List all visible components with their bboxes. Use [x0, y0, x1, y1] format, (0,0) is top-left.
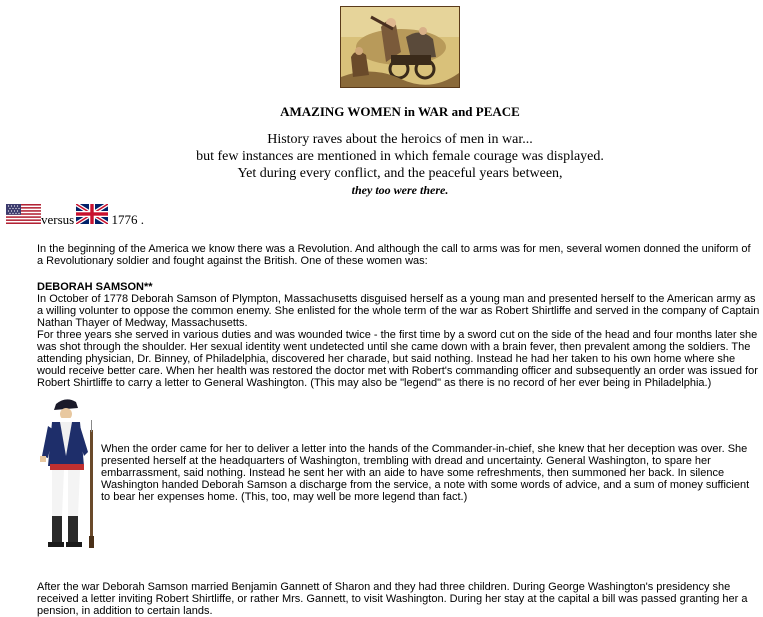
intro-line-1: History raves about the heroics of men in war...: [267, 132, 533, 147]
after-war-paragraph: After the war Deborah Samson married Benjamin Gannett of Sharon and they had three children. During George Washington's presidency she received a letter inviting Robert Shirtliffe, or rather Mrs. Gannett, to visit Washington. During her stay at the capital a bill was passed granting her a pension, in addition to certain lands.: [37, 581, 748, 617]
intro-paragraph: In the beginning of the America we know there was a Revolution. And although the call to arms was for men, several women donned the uniform of a Revolutionary soldier and fought against the British. One of these women was:: [37, 243, 751, 267]
continental-soldier-icon: [38, 396, 100, 554]
versus-text: versus: [41, 212, 75, 227]
year-text: 1776 .: [108, 212, 144, 227]
intro-line-2: but few instances are mentioned in which female courage was displayed.: [196, 149, 604, 164]
revolutionary-battle-painting-icon: [341, 7, 459, 87]
story-paragraph: [37, 293, 761, 389]
soldier-image: [38, 396, 100, 554]
heroine-name-heading: DEBORAH SAMSON**: [37, 281, 153, 293]
washington-paragraph: When the order came for her to deliver a letter into the hands of the Commander-in-chief, she knew that her deception was over. She presented herself at the headquarters of Washington, trembling with dread and uncertainty. General Washington, to spare her embarrassment, said nothing. Instead he sent her with an aide to have some refreshments, then summoned her back. In silence Washington handed Deborah Samson a discharge from the service, a note with some words of advice, and a sum of money sufficient to bear her expenses home. (This, too, may well be more legend than fact.): [101, 443, 750, 503]
service-paragraph: For three years she served in various duties and was wounded twice - the first time by a sword cut on the side of the head and four months later she was shot through the shoulder. Her sexual identity went undetected until she came down with a brain fever, then prevalent among the soldiers. The attending physician, Dr. Binney, of Philadelphia, discovered her charade, but said nothing. Instead he had her taken to his own home where she would receive better care. When her health was restored the doctor met with Robert's commanding officer and subsequently an order was issued for Robert Shirtliffe to carry a letter to General Washington. (This may also be "legend" as there is no record of her ever being in Philadelphia.): [37, 329, 758, 389]
intro-block: [0, 131, 763, 199]
intro-line-4: they too were there.: [351, 183, 449, 197]
intro-line-3: Yet during every conflict, and the peaceful years between,: [237, 166, 563, 181]
versus-row: [6, 206, 144, 228]
enlistment-paragraph: In October of 1778 Deborah Samson of Plympton, Massachusetts disguised herself as a young man and presented herself to the American army as a willing volunter to oppose the common enemy. She enlisted for the whole term of the war as Robert Shirtliffe and served in the company of Captain Nathan Thayer of Medway, Massachusetts.: [37, 293, 760, 329]
page-title: AMAZING WOMEN in WAR and PEACE: [280, 104, 520, 119]
us-flag-icon: [6, 204, 41, 228]
uk-flag-icon: [76, 204, 108, 228]
battle-painting-image: [340, 6, 460, 88]
